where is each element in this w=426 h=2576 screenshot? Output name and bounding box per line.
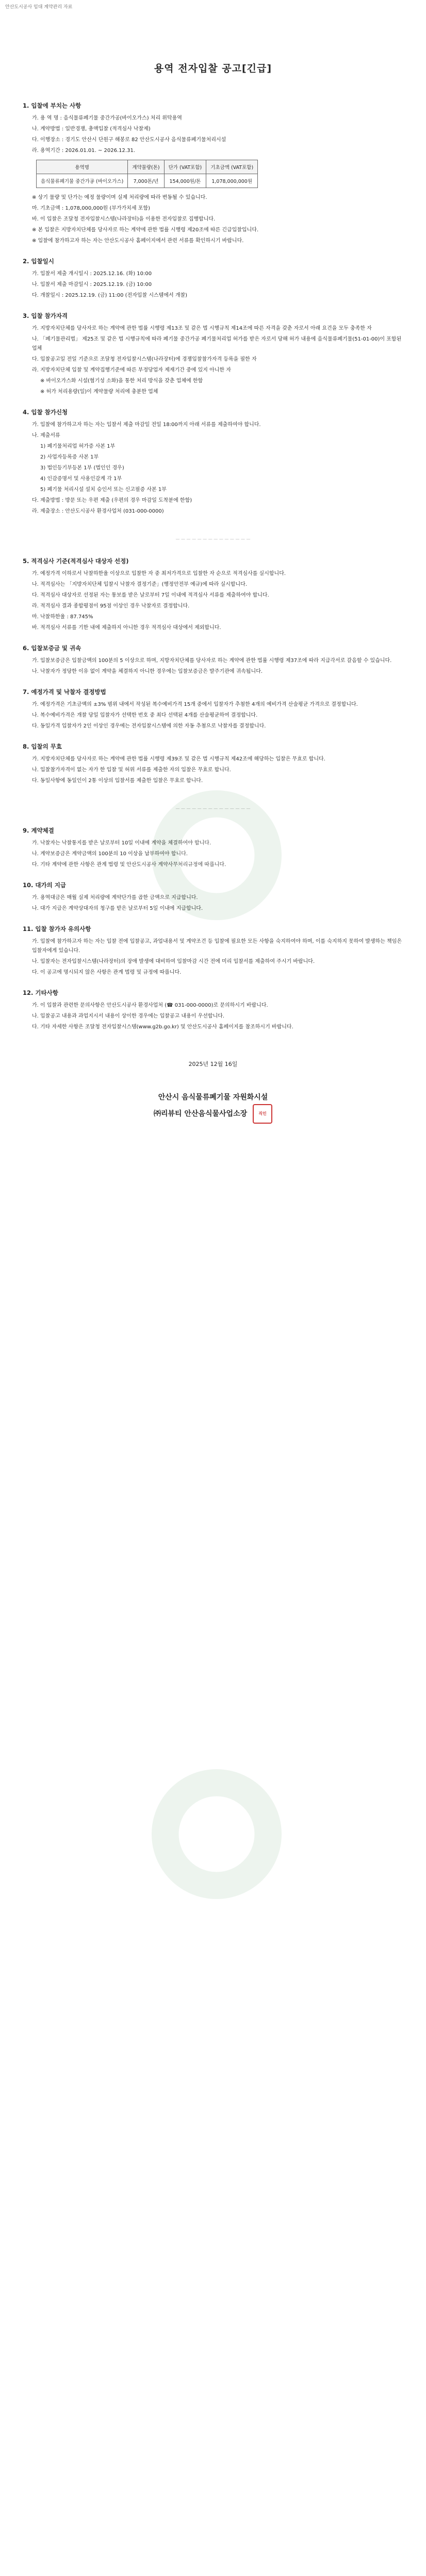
section-item: 라. 적격심사 결과 종합평점이 95점 이상인 경우 낙찰자로 결정합니다.: [32, 603, 190, 609]
section-item: ※ 허가 처리용량(일)이 계약물량 처리에 충분한 업체: [40, 389, 158, 395]
section-item: 나. 복수예비가격은 개찰 당일 입찰자가 선택한 번호 중 최다 선택된 4개를 산술평균하여 결정합니다.: [32, 713, 258, 718]
section-item: 가. 용 역 명 : 음식물류폐기물 중간가공(바이오가스) 처리 위탁용역: [32, 115, 182, 121]
section: [23, 557, 403, 633]
section-item: 다. 개찰일시 : 2025.12.19. (금) 11:00 (전자입찰 시스템에서 개찰): [32, 293, 188, 298]
section: [23, 101, 403, 246]
section-title: 8. 입찰의 무효: [23, 743, 62, 750]
section: [23, 257, 403, 300]
section: [23, 925, 403, 977]
section-item: 마. 기초금액 : 1,078,000,000원 (부가가치세 포함): [32, 206, 150, 211]
table-cell: 7,000톤/년: [128, 174, 164, 188]
section: [23, 312, 403, 397]
section-item: 다. 기타 계약에 관한 사항은 관계 법령 및 안산도시공사 계약사무처리규정에 따릅니다.: [32, 862, 226, 868]
section-title: 2. 입찰일시: [23, 258, 54, 265]
page-divider: — — — — — — — — — — — — — —: [175, 806, 251, 811]
section-item: 2) 사업자등록증 사본 1부: [40, 454, 99, 460]
table-header-cell: 용역명: [37, 160, 128, 174]
section-item: 가. 예정가격 이하로서 낙찰하한율 이상으로 입찰한 자 중 최저가격으로 입찰한 자 순으로 적격심사를 실시합니다.: [32, 571, 286, 577]
section-item: 나. 입찰참가자격이 없는 자가 한 입찰 및 허위 서류를 제출한 자의 입찰은 무효로 합니다.: [32, 767, 231, 773]
section: [23, 742, 403, 786]
section: [23, 881, 403, 913]
section-item: 5) 폐기물 처리시설 설치 승인서 또는 신고필증 사본 1부: [40, 487, 167, 493]
section-item: 다. 제출방법 : 방문 또는 우편 제출 (우편의 경우 마감일 도착분에 한함): [32, 498, 192, 503]
section-title: 1. 입찰에 부치는 사항: [23, 102, 81, 109]
section-item: 다. 적격심사 대상자로 선정된 자는 통보를 받은 날로부터 7일 이내에 적격심사 서류를 제출하여야 합니다.: [32, 592, 269, 598]
section-item: 다. 동일가격 입찰자가 2인 이상인 경우에는 전자입찰시스템에 의한 자동 추첨으로 낙찰자를 결정합니다.: [32, 723, 266, 729]
section-title: 3. 입찰 참가자격: [23, 312, 68, 319]
section-title: 6. 입찰보증금 및 귀속: [23, 645, 81, 652]
section-item: ※ 본 입찰은 지방자치단체를 당사자로 하는 계약에 관한 법률 시행령 제20조에 따른 긴급입찰입니다.: [32, 227, 259, 233]
section-item: 다. 입찰공고일 전일 기준으로 조달청 전자입찰시스템(나라장터)에 경쟁입찰참가자격 등록을 필한 자: [32, 357, 257, 362]
table-header-cell: 기초금액 (VAT포함): [206, 160, 258, 174]
section-title: 5. 적격심사 기준(적격심사 대상자 선정): [23, 557, 129, 565]
section-item: 가. 낙찰자는 낙찰통지를 받은 날로부터 10일 이내에 계약을 체결하여야 합니다.: [32, 840, 211, 846]
section-item: 다. 이행장소 : 경기도 안산시 단원구 해봉로 82 안산도시공사 음식물류폐기물처리시설: [32, 137, 226, 143]
section-title: 11. 입찰 참가자 유의사항: [23, 925, 91, 933]
section: [23, 408, 403, 516]
section: [23, 688, 403, 731]
section-item: 나. 적격심사는 「지방자치단체 입찰시 낙찰자 결정기준」(행정안전부 예규)에 따라 실시합니다.: [32, 582, 248, 587]
section-item: 나. 입찰자는 전자입찰시스템(나라장터)의 장애 발생에 대비하여 입찰마감 시간 전에 미리 입찰서를 제출하여 주시기 바랍니다.: [32, 959, 315, 964]
section-item: 마. 낙찰하한율 : 87.745%: [32, 614, 93, 620]
service-info-table: [36, 160, 258, 188]
sections-container: [23, 101, 403, 1032]
section-item: 나. 입찰공고 내용과 과업지시서 내용이 상이한 경우에는 입찰공고 내용이 우선합니다.: [32, 1013, 225, 1019]
table-row: [37, 174, 258, 188]
section-item: 가. 입찰에 참가하고자 하는 자는 입찰서 제출 마감일 전일 18:00까지 아래 서류를 제출하여야 합니다.: [32, 422, 261, 428]
table-header-cell: 계약물량(톤): [128, 160, 164, 174]
section-item: 1) 폐기물처리업 허가증 사본 1부: [40, 444, 116, 449]
section-item: 가. 입찰보증금은 입찰금액의 100분의 5 이상으로 하며, 지방자치단체를 당사자로 하는 계약에 관한 법률 시행령 제37조에 따라 지급각서로 갈음할 수 있습니다.: [32, 658, 392, 664]
section-item: 라. 지방자치단체 입찰 및 계약집행기준에 따른 부정당업자 제재기간 중에 있지 아니한 자: [32, 367, 231, 373]
section-item: ※ 바이오가스화 시설(혐기성 소화)을 통한 처리 방식을 갖춘 업체에 한함: [40, 378, 203, 384]
section-item: ※ 입찰에 참가하고자 하는 자는 안산도시공사 홈페이지에서 관련 서류를 확인하시기 바랍니다.: [32, 238, 244, 244]
signature-block: [23, 1092, 403, 1124]
section-item: 나. 계약방법 : 일반경쟁, 총액입찰 (적격심사 낙찰제): [32, 126, 151, 132]
section-item: 나. 「폐기물관리법」 제25조 및 같은 법 시행규칙에 따라 폐기물 중간가공 폐기물처리업 허가를 받은 자로서 당해 허가 내용에 음식물류폐기물(51-01-00)이 포함된 업체: [32, 336, 402, 351]
table-cell: 1,078,000,000원: [206, 174, 258, 188]
section-item: 나. 대가 지급은 계약상대자의 청구를 받은 날로부터 5일 이내에 지급합니다.: [32, 906, 203, 911]
section-item: 바. 적격심사 서류를 기한 내에 제출하지 아니한 경우 적격심사 대상에서 제외합니다.: [32, 625, 221, 631]
official-seal-icon: 직인: [253, 1104, 272, 1124]
section-item: 가. 입찰서 제출 개시일시 : 2025.12.16. (화) 10:00: [32, 271, 152, 277]
section-title: 10. 대가의 지급: [23, 882, 66, 889]
section-title: 4. 입찰 참가신청: [23, 409, 68, 416]
section-item: 3) 법인등기부등본 1부 (법인인 경우): [40, 465, 124, 471]
section-item: 라. 제출장소 : 안산도시공사 환경사업처 (031-000-0000): [32, 509, 164, 514]
section-item: 가. 지방자치단체를 당사자로 하는 계약에 관한 법률 시행령 제13조 및 같은 법 시행규칙 제14조에 따른 자격을 갖춘 자로서 아래 요건을 모두 충족한 자: [32, 326, 372, 331]
sign-name: [23, 1104, 403, 1124]
section-item: 라. 용역기간 : 2026.01.01. ~ 2026.12.31.: [32, 148, 135, 154]
section-item: 가. 입찰에 참가하고자 하는 자는 입찰 전에 입찰공고, 과업내용서 및 계약조건 등 입찰에 필요한 모든 사항을 숙지하여야 하며, 이를 숙지하지 못하여 발생하는 책임은 입찰자에게 있습니다.: [32, 939, 402, 954]
section-item: 바. 이 입찰은 조달청 전자입찰시스템(나라장터)을 이용한 전자입찰로 집행합니다.: [32, 216, 216, 222]
table-cell: 음식물류폐기물 중간가공 (바이오가스): [37, 174, 128, 188]
table-cell: 154,000원/톤: [164, 174, 206, 188]
section-item: 나. 입찰서 제출 마감일시 : 2025.12.19. (금) 10:00: [32, 282, 152, 287]
section-item: 가. 이 입찰과 관련한 문의사항은 안산도시공사 환경사업처 (☎ 031-000-0000)로 문의하시기 바랍니다.: [32, 1003, 268, 1008]
section-item: 가. 용역대금은 매월 실제 처리량에 계약단가를 곱한 금액으로 지급합니다.: [32, 895, 198, 901]
section-title: 9. 계약체결: [23, 827, 54, 834]
section-item: 나. 제출서류: [32, 433, 60, 438]
section-item: 가. 지방자치단체를 당사자로 하는 계약에 관한 법률 시행령 제39조 및 같은 법 시행규칙 제42조에 해당하는 입찰은 무효로 합니다.: [32, 756, 325, 762]
date-line: 2025년 12월 16일: [188, 1061, 238, 1067]
section-item: 4) 인감증명서 및 사용인감계 각 1부: [40, 476, 122, 482]
section: [23, 644, 403, 676]
section-item: 다. 이 공고에 명시되지 않은 사항은 관계 법령 및 규정에 따릅니다.: [32, 970, 182, 975]
table-header-cell: 단가 (VAT포함): [164, 160, 206, 174]
sign-name-text: ㈜리뷰티 안산음식물사업소장: [153, 1110, 248, 1118]
sign-org: 안산시 음식물류폐기물 자원화시설: [158, 1093, 268, 1101]
section: [23, 989, 403, 1032]
watermark-logo: [108, 1752, 325, 1917]
section-item: ※ 상기 물량 및 단가는 예정 물량이며 실제 처리량에 따라 변동될 수 있습니다.: [32, 195, 207, 200]
section: [23, 826, 403, 870]
section-item: 다. 동일사항에 동일인이 2통 이상의 입찰서를 제출한 입찰은 무효로 합니다.: [32, 778, 203, 784]
section-title: 7. 예정가격 및 낙찰자 결정방법: [23, 688, 106, 696]
document-title: 용역 전자입찰 공고[긴급]: [154, 63, 272, 74]
section-item: 가. 예정가격은 기초금액의 ±3% 범위 내에서 작성된 복수예비가격 15개 중에서 입찰자가 추첨한 4개의 예비가격 산술평균 가격으로 결정합니다.: [32, 702, 358, 707]
top-note: 안산도시공사 임대 계약관리 자료: [5, 5, 73, 10]
section-title: 12. 기타사항: [23, 989, 58, 996]
section-item: 나. 낙찰자가 정당한 이유 없이 계약을 체결하지 아니한 경우에는 입찰보증금은 발주기관에 귀속됩니다.: [32, 669, 263, 674]
section-item: 다. 기타 자세한 사항은 조달청 전자입찰시스템(www.g2b.go.kr) 및 안산도시공사 홈페이지를 참조하시기 바랍니다.: [32, 1024, 293, 1030]
page-divider: — — — — — — — — — — — — — —: [175, 537, 251, 541]
section-item: 나. 계약보증금은 계약금액의 100분의 10 이상을 납부하여야 합니다.: [32, 851, 188, 857]
